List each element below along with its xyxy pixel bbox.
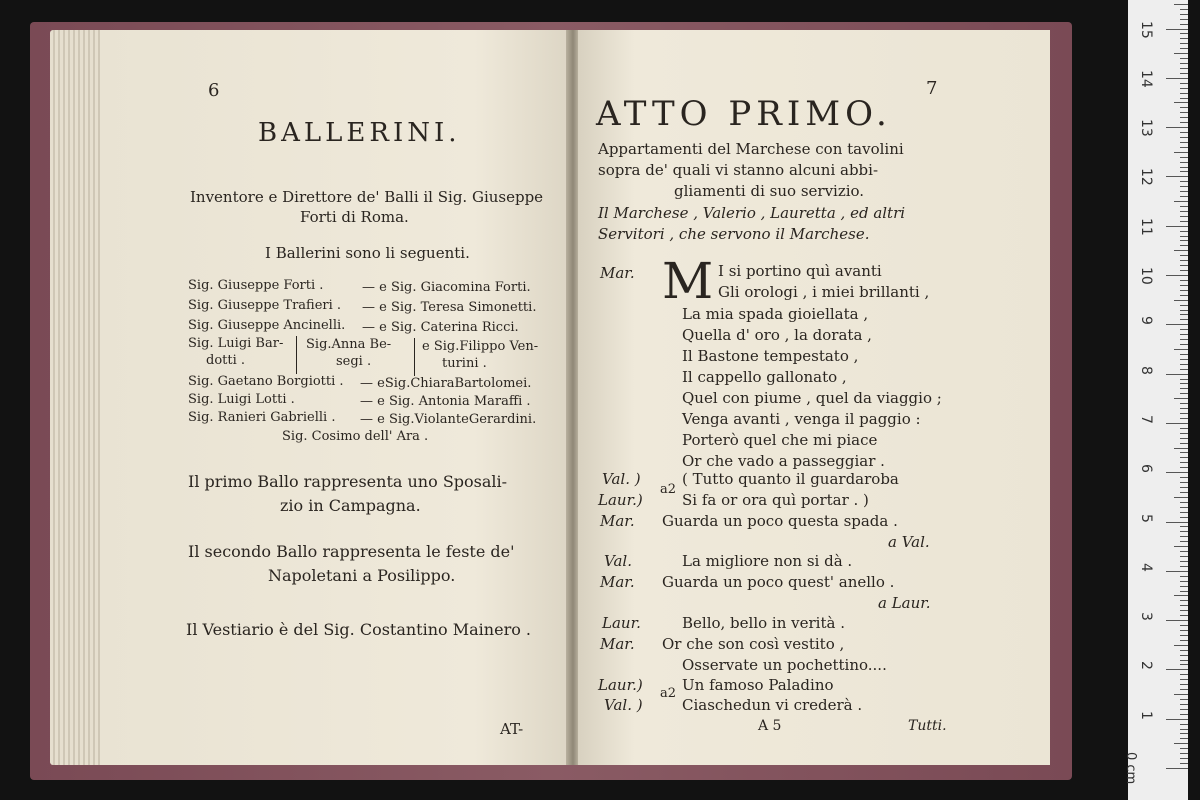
signature-mark: A 5 <box>758 718 782 734</box>
ruler-tick <box>1180 359 1188 360</box>
ruler-tick <box>1180 383 1188 384</box>
ruler-tick <box>1180 655 1188 656</box>
ruler-number: 14 <box>1138 69 1154 88</box>
ruler-tick <box>1180 507 1188 508</box>
ruler-tick <box>1180 14 1188 15</box>
ruler-tick <box>1180 650 1188 651</box>
speaker-label: Laur.) <box>598 676 643 694</box>
ruler-tick <box>1180 704 1188 705</box>
ruler-tick <box>1166 226 1188 227</box>
catchword: Tutti. <box>908 718 947 734</box>
ruler-tick <box>1166 620 1188 621</box>
ruler-tick <box>1180 73 1188 74</box>
ruler-number: 11 <box>1138 217 1154 236</box>
ruler-tick <box>1180 265 1188 266</box>
ruler-tick <box>1180 107 1188 108</box>
ruler-tick <box>1180 413 1188 414</box>
ruler-tick <box>1180 68 1188 69</box>
ruler-tick <box>1180 664 1188 665</box>
ruler-tick <box>1174 201 1188 202</box>
ruler-tick <box>1180 236 1188 237</box>
ruler-tick <box>1180 408 1188 409</box>
page-title: ATTO PRIMO. <box>596 94 892 134</box>
ruler-tick <box>1180 305 1188 306</box>
ballo-description: zio in Campagna. <box>280 496 421 515</box>
ruler-tick <box>1174 448 1188 449</box>
right-page <box>578 30 1050 765</box>
ruler-tick <box>1180 9 1188 10</box>
verse-line: Gli orologi , i miei brillanti , <box>718 283 930 301</box>
ruler-tick <box>1180 477 1188 478</box>
verse-line: Guarda un poco questa spada . <box>662 512 898 530</box>
ruler-tick <box>1166 78 1188 79</box>
verse-line: Or che son così vestito , <box>662 635 845 653</box>
ruler-tick <box>1180 33 1188 34</box>
ruler-tick <box>1166 176 1188 177</box>
dancer-name: Sig.Anna Be- <box>306 337 392 352</box>
verse-line: Il Bastone tempestato , <box>682 347 859 365</box>
ruler-tick <box>1180 314 1188 315</box>
ruler-tick <box>1180 438 1188 439</box>
ruler-number: 15 <box>1138 20 1154 39</box>
ruler-tick <box>1180 157 1188 158</box>
ruler-tick <box>1180 738 1188 739</box>
ruler-tick <box>1180 714 1188 715</box>
stage-direction: gliamenti di suo servizio. <box>674 182 865 200</box>
verse-line: I si portino quì avanti <box>718 262 882 280</box>
ruler-tick <box>1180 541 1188 542</box>
ruler-tick <box>1174 645 1188 646</box>
dancer-partner: — e Sig.ViolanteGerardini. <box>360 412 537 427</box>
dancer-name: Sig. Gaetano Borgiotti . <box>188 374 344 389</box>
director-line: Inventore e Direttore de' Balli il Sig. Giuseppe <box>190 188 544 206</box>
speaker-label: Val. ) <box>604 696 643 714</box>
dancer-partner: — e Sig. Teresa Simonetti. <box>362 300 537 315</box>
verse-line: Quel con piume , quel da viaggio ; <box>682 389 942 407</box>
ruler-tick <box>1180 443 1188 444</box>
ruler-tick <box>1180 117 1188 118</box>
ruler-tick <box>1180 24 1188 25</box>
characters-list: Servitori , che servono il Marchese. <box>598 225 870 243</box>
verse-line: Il cappello gallonato , <box>682 368 847 386</box>
speaker-label: Mar. <box>600 573 635 591</box>
dancer-name: Sig. Cosimo dell' Ara . <box>282 429 429 444</box>
ruler-tick <box>1180 270 1188 271</box>
ruler-tick <box>1180 729 1188 730</box>
dancer-name: Sig. Ranieri Gabrielli . <box>188 410 336 425</box>
verse-line: Un famoso Paladino <box>682 676 834 694</box>
speaker-label: Laur. <box>602 614 641 632</box>
ruler-tick <box>1180 93 1188 94</box>
ruler-tick <box>1180 83 1188 84</box>
ruler-tick <box>1180 763 1188 764</box>
dancer-name: Sig. Giuseppe Ancinelli. <box>188 318 346 333</box>
ruler-tick <box>1166 423 1188 424</box>
ruler-number: 7 <box>1138 414 1154 424</box>
ruler-tick <box>1180 255 1188 256</box>
dancer-name: Sig. Luigi Bar- <box>188 336 284 351</box>
stage-direction: a Laur. <box>878 594 931 612</box>
ruler-tick <box>1180 196 1188 197</box>
verse-line: Ciaschedun vi crederà . <box>682 696 863 714</box>
a2-mark: a2 <box>660 482 677 497</box>
ruler-tick <box>1180 679 1188 680</box>
ruler-tick <box>1180 689 1188 690</box>
ruler-tick <box>1174 743 1188 744</box>
ruler-tick <box>1174 250 1188 251</box>
ruler-tick <box>1180 625 1188 626</box>
ruler-tick <box>1180 591 1188 592</box>
director-line: Forti di Roma. <box>300 208 409 226</box>
ruler-tick <box>1180 630 1188 631</box>
ruler-tick <box>1180 181 1188 182</box>
ruler-tick <box>1166 669 1188 670</box>
ruler-tick <box>1180 512 1188 513</box>
verse-line: Porterò quel che mi piace <box>682 431 878 449</box>
verse-line: Venga avanti , venga il paggio : <box>682 410 921 428</box>
verse-line: Bello, bello in verità . <box>682 614 845 632</box>
ruler-tick <box>1180 640 1188 641</box>
verse-line: La migliore non si dà . <box>682 552 853 570</box>
ruler-tick <box>1166 374 1188 375</box>
stage-direction: a Val. <box>888 533 930 551</box>
ruler-tick <box>1180 586 1188 587</box>
ruler-tick <box>1166 768 1188 769</box>
ruler-number: 10 <box>1138 267 1154 285</box>
ruler-tick <box>1180 610 1188 611</box>
ruler-tick <box>1166 522 1188 523</box>
ruler-number: 5 <box>1138 513 1154 523</box>
ruler-tick <box>1166 127 1188 128</box>
ruler-tick <box>1174 102 1188 103</box>
page-number: 6 <box>208 80 220 101</box>
ruler-tick <box>1180 260 1188 261</box>
ruler-tick <box>1180 137 1188 138</box>
ruler-tick <box>1180 98 1188 99</box>
ruler-tick <box>1180 531 1188 532</box>
ruler-tick <box>1180 122 1188 123</box>
ruler-tick <box>1180 418 1188 419</box>
ruler-tick <box>1174 546 1188 547</box>
bracket-line <box>296 336 297 374</box>
ruler-tick <box>1180 245 1188 246</box>
ruler-tick <box>1180 388 1188 389</box>
verse-line: Guarda un poco quest' anello . <box>662 573 895 591</box>
catchword: AT- <box>500 720 524 738</box>
speaker-label: Val. ) <box>602 470 641 488</box>
ruler-tick <box>1180 285 1188 286</box>
ruler-tick <box>1180 393 1188 394</box>
ruler-tick <box>1174 497 1188 498</box>
ruler-tick <box>1180 566 1188 567</box>
dancer-partner: — e Sig. Caterina Ricci. <box>362 320 519 335</box>
ruler-tick <box>1180 240 1188 241</box>
ruler-tick <box>1180 674 1188 675</box>
ruler-tick <box>1174 349 1188 350</box>
dancer-name: Sig. Giuseppe Forti . <box>188 278 324 293</box>
ruler-tick <box>1180 48 1188 49</box>
ruler-tick <box>1180 605 1188 606</box>
ruler-tick <box>1180 334 1188 335</box>
ruler-number: 6 <box>1138 464 1154 474</box>
ruler-tick <box>1166 472 1188 473</box>
ruler-tick <box>1174 53 1188 54</box>
ruler-tick <box>1180 310 1188 311</box>
ruler-tick <box>1180 206 1188 207</box>
ruler-tick <box>1180 581 1188 582</box>
ruler-tick <box>1180 221 1188 222</box>
ruler-number: 1 <box>1138 710 1154 720</box>
characters-list: Il Marchese , Valerio , Lauretta , ed altri <box>598 204 906 222</box>
ruler-tick <box>1180 615 1188 616</box>
ruler-tick <box>1180 88 1188 89</box>
ruler-tick <box>1180 216 1188 217</box>
page-number: 7 <box>926 78 938 99</box>
ruler-tick <box>1180 167 1188 168</box>
ruler-tick <box>1180 724 1188 725</box>
ruler-tick <box>1180 364 1188 365</box>
ruler-number: 12 <box>1138 168 1154 187</box>
speaker-label: Mar. <box>600 264 635 282</box>
ruler-tick <box>1180 211 1188 212</box>
ruler-number: 9 <box>1138 316 1154 326</box>
ruler-tick <box>1180 561 1188 562</box>
dancer-name: Sig. Luigi Lotti . <box>188 392 295 407</box>
stage-direction: Appartamenti del Marchese con tavolini <box>598 140 904 158</box>
ruler-tick <box>1180 526 1188 527</box>
ruler-tick <box>1180 536 1188 537</box>
ruler-tick <box>1174 595 1188 596</box>
dancer-partner: — e Sig. Giacomina Forti. <box>362 280 531 295</box>
ruler-tick <box>1180 339 1188 340</box>
ruler-tick <box>1180 748 1188 749</box>
ruler-number: 4 <box>1138 562 1154 572</box>
ruler-tick <box>1166 571 1188 572</box>
stage-direction: sopra de' quali vi stanno alcuni abbi- <box>598 161 879 179</box>
ruler-tick <box>1180 684 1188 685</box>
dancer-name: e Sig.Filippo Ven- <box>422 339 539 354</box>
page-title: BALLERINI. <box>258 118 461 148</box>
dancer-name: turini . <box>442 356 487 371</box>
ruler-tick <box>1180 487 1188 488</box>
ruler-tick <box>1180 699 1188 700</box>
ruler-tick <box>1166 324 1188 325</box>
dancers-intro: I Ballerini sono li seguenti. <box>265 244 470 262</box>
ballo-description: Napoletani a Posilippo. <box>268 566 456 585</box>
dancer-name: Sig. Giuseppe Trafieri . <box>188 298 342 313</box>
ruler-tick <box>1180 58 1188 59</box>
ruler-tick <box>1180 132 1188 133</box>
verse-line: Or che vado a passeggiar . <box>682 452 885 470</box>
ruler-tick <box>1180 319 1188 320</box>
speaker-label: Val. <box>604 552 632 570</box>
ruler-tick <box>1180 482 1188 483</box>
drop-cap: M <box>662 252 714 310</box>
ruler-tick <box>1166 719 1188 720</box>
ruler-tick <box>1180 753 1188 754</box>
ballo-description: Il secondo Ballo rappresenta le feste de' <box>188 542 515 561</box>
verse-line: La mia spada gioiellata , <box>682 305 869 323</box>
ruler-unit: 0 cm <box>1123 752 1138 785</box>
bracket-line <box>414 338 415 376</box>
ruler-tick <box>1180 162 1188 163</box>
ruler-tick <box>1180 329 1188 330</box>
ruler-tick <box>1180 635 1188 636</box>
ruler-tick <box>1180 142 1188 143</box>
ballo-description: Il primo Ballo rappresenta uno Sposali- <box>188 472 508 491</box>
left-page <box>100 30 568 765</box>
dancer-name: dotti . <box>206 353 246 368</box>
ruler-tick <box>1180 758 1188 759</box>
ruler-tick <box>1180 112 1188 113</box>
ruler-tick <box>1180 433 1188 434</box>
ruler-tick <box>1180 379 1188 380</box>
ruler-tick <box>1180 186 1188 187</box>
speaker-label: Mar. <box>600 635 635 653</box>
speaker-label: Laur.) <box>598 491 643 509</box>
ruler-tick <box>1180 467 1188 468</box>
ruler-tick <box>1180 191 1188 192</box>
ruler-tick <box>1174 398 1188 399</box>
ruler-tick <box>1180 576 1188 577</box>
ruler-tick <box>1180 492 1188 493</box>
ruler-tick <box>1180 63 1188 64</box>
speaker-label: Mar. <box>600 512 635 530</box>
ruler-tick <box>1180 344 1188 345</box>
ruler-number: 8 <box>1138 365 1154 375</box>
ruler-number: 2 <box>1138 661 1154 671</box>
ruler-tick <box>1180 600 1188 601</box>
ruler-tick <box>1174 300 1188 301</box>
ruler-tick <box>1180 660 1188 661</box>
ruler-tick <box>1180 231 1188 232</box>
ruler-tick <box>1180 290 1188 291</box>
ruler-tick <box>1180 462 1188 463</box>
ruler-tick <box>1180 733 1188 734</box>
verse-line: Si fa or ora quì portar . ) <box>682 491 869 509</box>
ruler-tick <box>1180 502 1188 503</box>
ruler-tick <box>1180 19 1188 20</box>
costumes-credit: Il Vestiario è del Sig. Costantino Mainero . <box>186 620 532 639</box>
ruler-number: 3 <box>1138 612 1154 622</box>
ruler-tick <box>1180 171 1188 172</box>
measuring-ruler <box>1123 0 1188 800</box>
ruler-tick <box>1180 38 1188 39</box>
ruler-tick <box>1180 428 1188 429</box>
ruler-tick <box>1180 147 1188 148</box>
verse-line: Osservate un pochettino.... <box>682 656 887 674</box>
verse-line: Quella d' oro , la dorata , <box>682 326 872 344</box>
ruler-tick <box>1174 4 1188 5</box>
a2-mark: a2 <box>660 686 677 701</box>
ruler-tick <box>1166 275 1188 276</box>
ruler-tick <box>1180 551 1188 552</box>
dancer-partner: — e Sig. Antonia Maraffi . <box>360 394 531 409</box>
ruler-tick <box>1180 43 1188 44</box>
ruler-tick <box>1180 556 1188 557</box>
ruler-tick <box>1174 152 1188 153</box>
ruler-tick <box>1180 457 1188 458</box>
ruler-tick <box>1180 452 1188 453</box>
ruler-tick <box>1180 295 1188 296</box>
dancer-name: segi . <box>336 354 372 369</box>
ruler-tick <box>1180 403 1188 404</box>
ruler-tick <box>1180 354 1188 355</box>
ruler-tick <box>1180 517 1188 518</box>
ruler-tick <box>1166 29 1188 30</box>
ruler-tick <box>1180 280 1188 281</box>
ruler-tick <box>1180 369 1188 370</box>
ruler-number: 13 <box>1138 119 1154 137</box>
ruler-tick <box>1180 709 1188 710</box>
dancer-partner: — eSig.ChiaraBartolomei. <box>360 376 532 391</box>
verse-line: ( Tutto quanto il guardaroba <box>682 470 899 488</box>
ruler-tick <box>1174 694 1188 695</box>
